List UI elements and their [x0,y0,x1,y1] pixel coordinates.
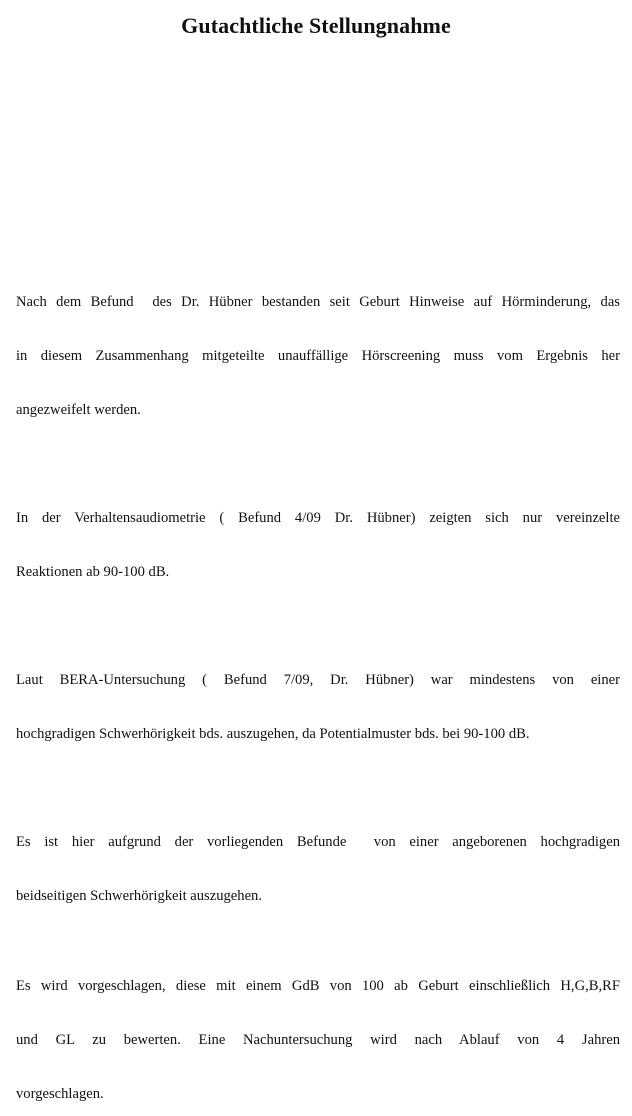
text-line: Reaktionen ab 90-100 dB. [16,564,170,580]
document-title: Gutachtliche Stellungnahme [181,13,451,38]
text-line: Es wird vorgeschlagen, diese mit einem GdB von 100 ab Geburt einschließlich H,G,B,RF [16,978,620,994]
paragraph-gap [16,455,620,473]
text-line: Es ist hier aufgrund der vorliegenden Befunde von einer angeborenen hochgradigen [16,834,620,850]
text-line: Nach dem Befund des Dr. Hübner bestanden seit Geburt Hinweise auf Hörminderung, das [16,294,620,310]
paragraph-gap [16,617,620,635]
text-line: hochgradigen Schwerhörigkeit bds. auszugehen, da Potentialmuster bds. bei 90-100 dB. [16,726,530,742]
text-line: vorgeschlagen. [16,1086,104,1102]
text-line: beidseitigen Schwerhörigkeit auszugehen. [16,888,262,904]
text-line: angezweifelt werden. [16,402,141,418]
paragraph-bera-untersuchung [16,635,620,779]
text-line: In der Verhaltensaudiometrie ( Befund 4/09 Dr. Hübner) zeigten sich nur vereinzelte [16,510,620,526]
paragraph-befund-huebner [16,257,620,455]
paragraph-verhaltensaudiometrie [16,473,620,617]
text-line: in diesem Zusammenhang mitgeteilte unauffällige Hörscreening muss vom Ergebnis her [16,348,620,364]
text-line: Laut BERA-Untersuchung ( Befund 7/09, Dr. Hübner) war mindestens von einer [16,672,620,688]
paragraph-schwerhoerigkeit [16,797,620,941]
document-body [16,257,620,1116]
paragraph-gap [16,779,620,797]
paragraph-gdb-vorschlag [16,941,620,1116]
text-line: und GL zu bewerten. Eine Nachuntersuchung wird nach Ablauf von 4 Jahren [16,1032,620,1048]
